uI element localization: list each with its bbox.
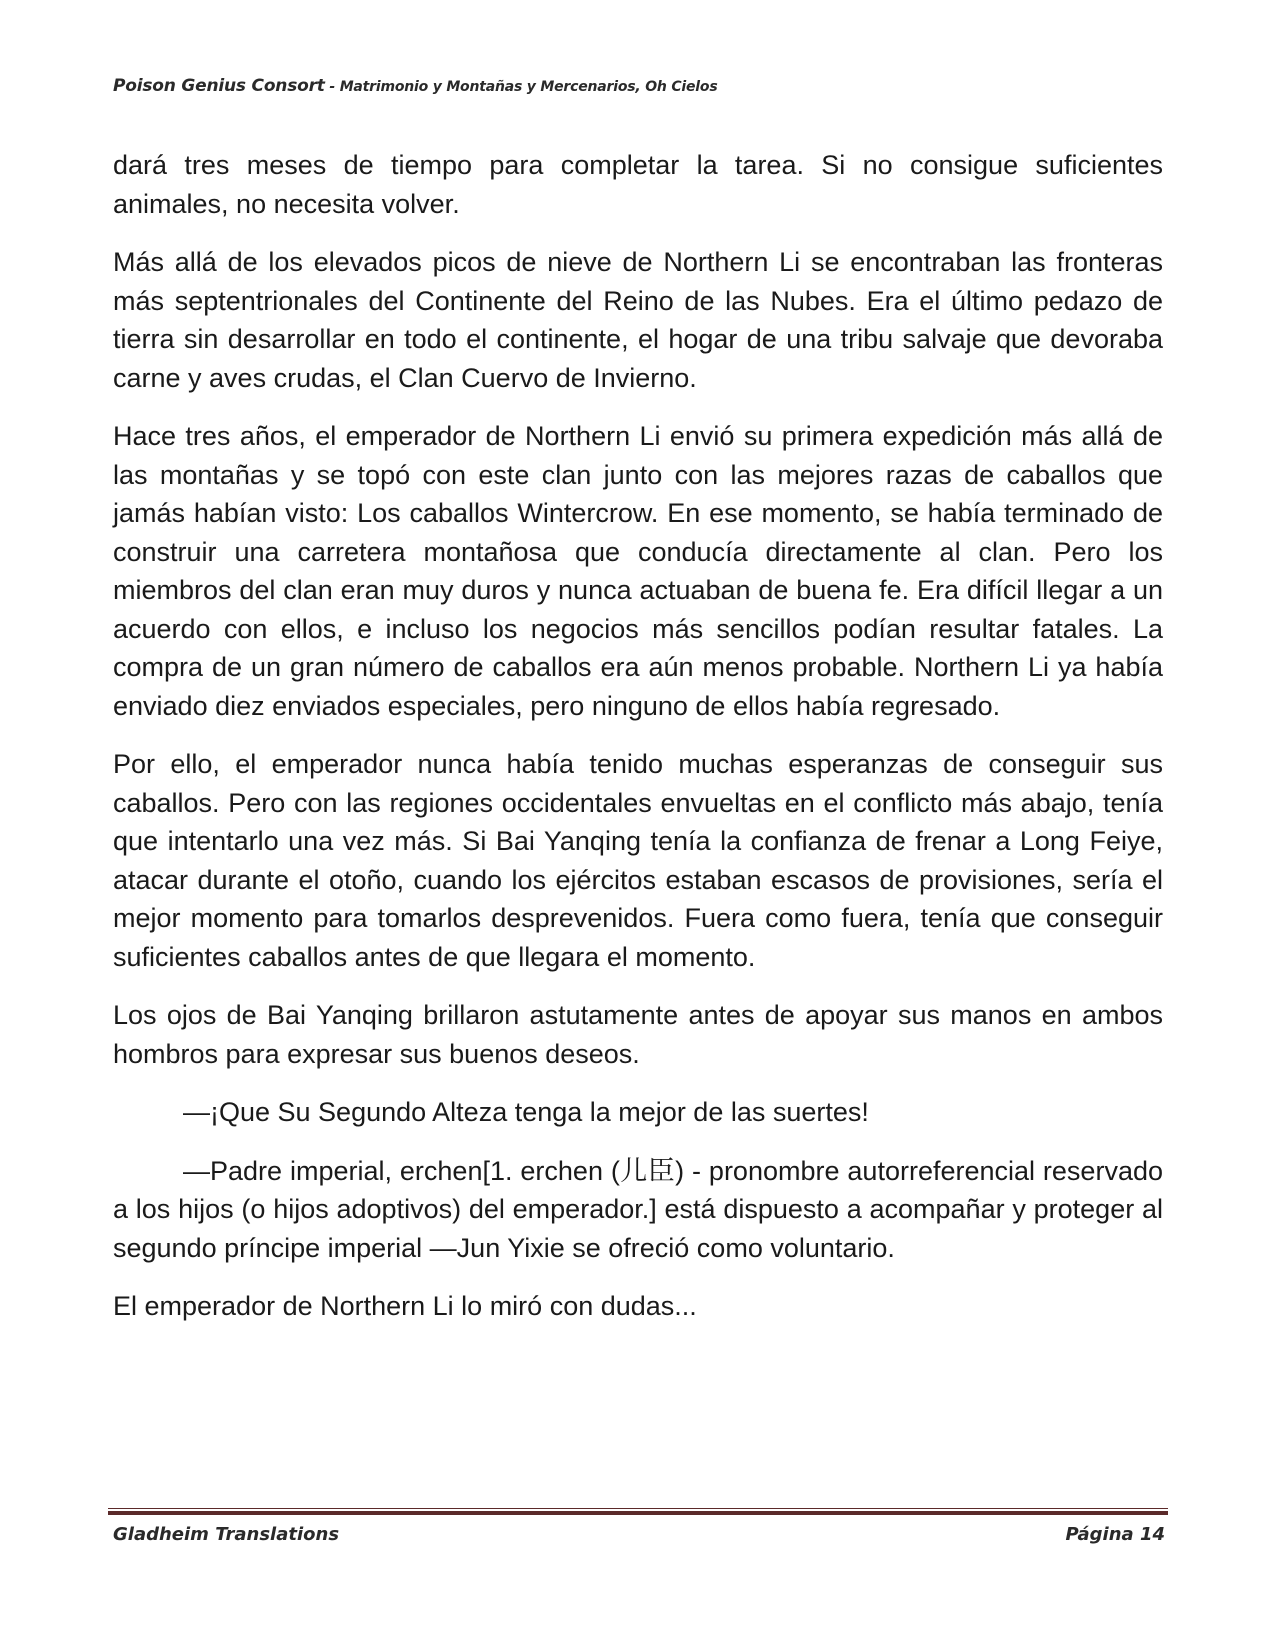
paragraph: dará tres meses de tiempo para completar la tarea. Si no consigue suficientes animales, no necesita volver. — [113, 150, 1163, 219]
page-header — [113, 76, 717, 96]
paragraph: Hace tres años, el emperador de Northern Li envió su primera expedición más allá de las montañas y se topó con este clan junto con las mejores razas de caballos que jamás habían visto: Los caballos Wintercrow. En ese momento, se había terminado de construir una carretera montañosa que conducía directamente al clan. Pero los miembros del clan eran muy duros y nunca actuaban de buena fe. Era difícil llegar a un acuerdo con ellos, e incluso los negocios más sencillos podían resultar fatales. La compra de un gran número de caballos era aún menos probable. Northern Li ya había enviado diez enviados especiales, pero ninguno de ellos había regresado. — [113, 421, 1163, 721]
dialogue-paragraph: —Padre imperial, erchen[1. erchen (儿臣) - pronombre autorreferencial reservado a los hijos (o hijos adoptivos) del emperador.] está dispuesto a acompañar y proteger al segundo príncipe imperial —Jun Yixie se ofreció como voluntario. — [113, 1155, 1163, 1263]
header-separator: - — [324, 79, 340, 95]
header-title: Poison Genius Consort — [113, 76, 325, 96]
footer-divider-thick — [108, 1511, 1168, 1515]
footer-divider-thin — [108, 1508, 1168, 1509]
dialogue-paragraph: —¡Que Su Segundo Alteza tenga la mejor de las suertes! — [183, 1097, 869, 1127]
paragraph: Los ojos de Bai Yanqing brillaron astutamente antes de apoyar sus manos en ambos hombros para expresar sus buenos deseos. — [113, 1000, 1163, 1069]
header-subtitle: Matrimonio y Montañas y Mercenarios, Oh Cielos — [339, 79, 718, 95]
paragraph: El emperador de Northern Li lo miró con dudas... — [113, 1291, 697, 1321]
page-number: Página 14 — [1065, 1524, 1165, 1545]
footer-divider — [108, 1508, 1168, 1515]
paragraph: Más allá de los elevados picos de nieve de Northern Li se encontraban las fronteras más septentrionales del Continente del Reino de las Nubes. Era el último pedazo de tierra sin desarrollar en todo el continente, el hogar de una tribu salvaje que devoraba carne y aves crudas, el Clan Cuervo de Invierno. — [113, 247, 1163, 393]
page-body — [113, 146, 1163, 1346]
footer-credit: Gladheim Translations — [113, 1524, 340, 1545]
paragraph: Por ello, el emperador nunca había tenido muchas esperanzas de conseguir sus caballos. Pero con las regiones occidentales envueltas en el conflicto más abajo, tenía que intentarlo una vez más. Si Bai Yanqing tenía la confianza de frenar a Long Feiye, atacar durante el otoño, cuando los ejércitos estaban escasos de provisiones, sería el mejor momento para tomarlos desprevenidos. Fuera como fuera, tenía que conseguir suficientes caballos antes de que llegara el momento. — [113, 749, 1163, 972]
